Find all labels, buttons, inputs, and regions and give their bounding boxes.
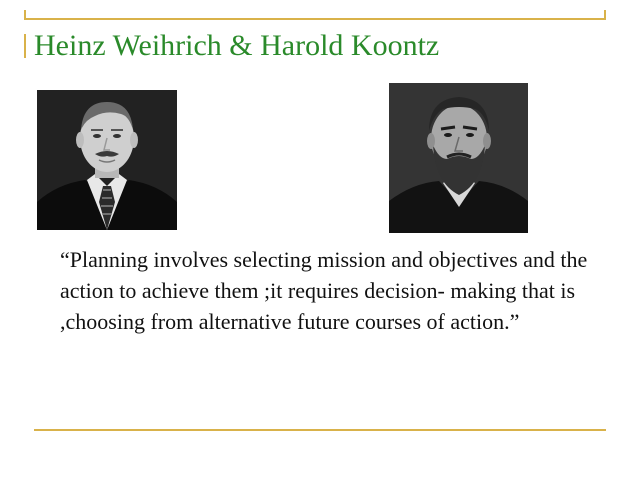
- top-rule: [24, 18, 606, 20]
- title-accent-bar: [24, 34, 26, 58]
- portrait-photo-right: [389, 83, 528, 233]
- portrait-photo-left: [37, 90, 177, 230]
- quote-text: “Planning involves selecting mission and objectives and the action to achieve them ;it requires decision- making that is ,choosing from alternative future courses of action.”: [60, 247, 588, 334]
- bottom-rule: [34, 429, 606, 431]
- slide-title: Heinz Weihrich & Harold Koontz: [34, 29, 440, 62]
